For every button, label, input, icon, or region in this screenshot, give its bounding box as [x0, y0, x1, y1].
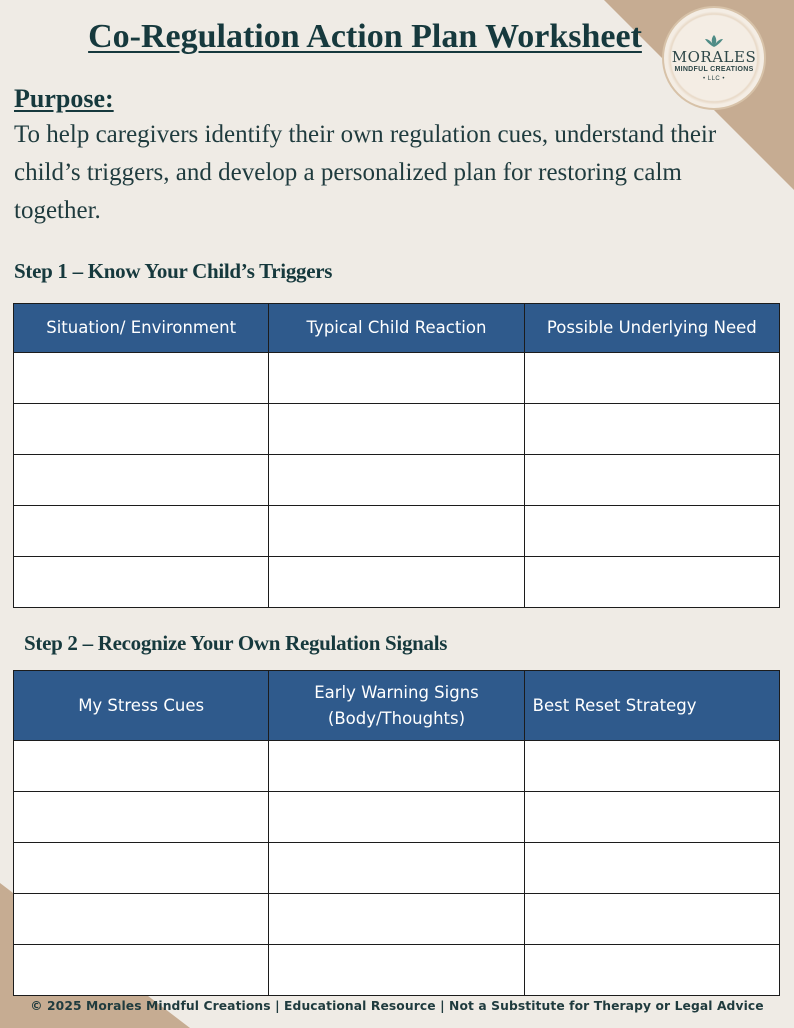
- column-header: Typical Child Reaction: [269, 304, 524, 353]
- table-cell[interactable]: [14, 404, 269, 455]
- table-row: [14, 894, 780, 945]
- purpose-heading: Purpose:: [14, 84, 114, 113]
- logo-brand-name: MORALES: [671, 47, 757, 66]
- table-cell[interactable]: [269, 455, 524, 506]
- step1-heading: Step 1 – Know Your Child’s Triggers: [14, 259, 333, 283]
- table-row: [14, 455, 780, 506]
- table-cell[interactable]: [524, 455, 779, 506]
- table-row: [14, 506, 780, 557]
- table-cell[interactable]: [14, 945, 269, 996]
- regulation-signals-table: [13, 670, 780, 996]
- table-header-row: [14, 304, 780, 353]
- table-cell[interactable]: [14, 506, 269, 557]
- table-cell[interactable]: [269, 945, 524, 996]
- table-cell[interactable]: [269, 506, 524, 557]
- table-cell[interactable]: [14, 843, 269, 894]
- column-header: Situation/ Environment: [14, 304, 269, 353]
- table-cell[interactable]: [269, 741, 524, 792]
- table-row: [14, 792, 780, 843]
- column-header: My Stress Cues: [14, 671, 269, 741]
- logo-brand-subtitle: MINDFUL CREATIONS: [674, 65, 754, 73]
- table-cell[interactable]: [269, 843, 524, 894]
- table-cell[interactable]: [524, 741, 779, 792]
- table-header-row: [14, 671, 780, 741]
- footer-disclaimer: © 2025 Morales Mindful Creations | Educational Resource | Not a Substitute for Therapy or Legal Advice: [30, 999, 764, 1013]
- table-row: [14, 557, 780, 608]
- triggers-table: [13, 303, 780, 608]
- table-cell[interactable]: [524, 353, 779, 404]
- table-cell[interactable]: [269, 353, 524, 404]
- table-cell[interactable]: [14, 894, 269, 945]
- column-header: Possible Underlying Need: [524, 304, 779, 353]
- table-cell[interactable]: [14, 741, 269, 792]
- table-row: [14, 353, 780, 404]
- step2-heading: Step 2 – Recognize Your Own Regulation Signals: [24, 631, 448, 655]
- table-cell[interactable]: [524, 945, 779, 996]
- table-cell[interactable]: [14, 557, 269, 608]
- table-row: [14, 404, 780, 455]
- table-cell[interactable]: [524, 843, 779, 894]
- table-row: [14, 741, 780, 792]
- column-header: Best Reset Strategy: [524, 671, 779, 741]
- table-cell[interactable]: [269, 404, 524, 455]
- table-cell[interactable]: [14, 353, 269, 404]
- table-cell[interactable]: [524, 557, 779, 608]
- table-cell[interactable]: [269, 792, 524, 843]
- column-header: Early Warning Signs (Body/Thoughts): [269, 671, 524, 741]
- page-title: Co-Regulation Action Plan Worksheet: [88, 18, 642, 55]
- logo-brand-llc: • LLC •: [702, 75, 726, 82]
- table-cell[interactable]: [14, 455, 269, 506]
- table-row: [14, 945, 780, 996]
- table-cell[interactable]: [269, 557, 524, 608]
- table-cell[interactable]: [269, 894, 524, 945]
- purpose-text: To help caregivers identify their own regulation cues, understand their child’s triggers, and develop a personalized plan for restoring calm together.: [14, 121, 717, 224]
- table-cell[interactable]: [14, 792, 269, 843]
- table-row: [14, 843, 780, 894]
- table-cell[interactable]: [524, 894, 779, 945]
- table-cell[interactable]: [524, 792, 779, 843]
- table-cell[interactable]: [524, 404, 779, 455]
- table-cell[interactable]: [524, 506, 779, 557]
